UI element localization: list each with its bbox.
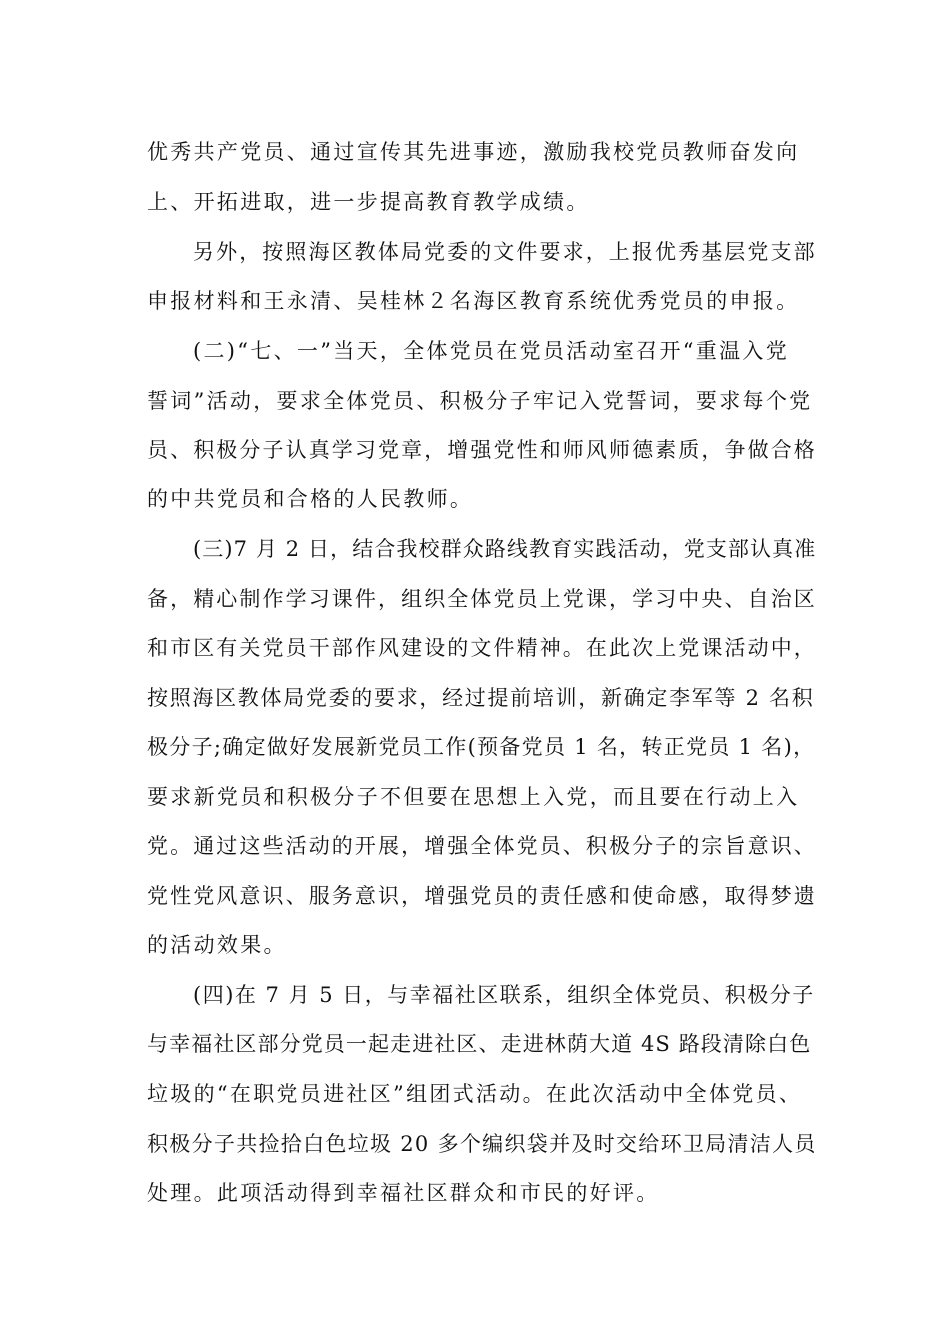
text-line: 处理。此项活动得到幸福社区群众和市民的好评。 (147, 1181, 660, 1205)
text-line: 党性党风意识、服务意识，增强党员的责任感和使命感，取得梦遗 (147, 884, 817, 908)
text-line: 备，精心制作学习课件，组织全体党员上党课，学习中央、自治区 (147, 587, 817, 611)
text-line: (四)在 7 月 5 日，与幸福社区联系，组织全体党员、积极分子 (193, 983, 815, 1007)
text-line: 申报材料和王永清、吴桂林２名海区教育系统优秀党员的申报。 (147, 289, 800, 313)
text-line: 极分子;确定做好发展新党员工作(预备党员 1 名，转正党员 1 名)， (147, 735, 816, 759)
text-line: 优秀共产党员、通过宣传其先进事迹，激励我校党员教师奋发向 (147, 140, 800, 164)
text-line: 垃圾的“在职党员进社区”组团式活动。在此次活动中全体党员、 (147, 1082, 803, 1106)
text-line: 党。通过这些活动的开展，增强全体党员、积极分子的宗旨意识、 (147, 834, 817, 858)
text-line: (三)7 月 2 日，结合我校群众路线教育实践活动，党支部认真准 (193, 537, 817, 561)
text-line: 的活动效果。 (147, 933, 287, 957)
text-line: 积极分子共捡拾白色垃圾 20 多个编织袋并及时交给环卫局清洁人员 (147, 1132, 817, 1156)
text-line: (二)“七、一”当天，全体党员在党员活动室召开“重温入党 (193, 339, 789, 363)
text-line: 和市区有关党员干部作风建设的文件精神。在此次上党课活动中， (147, 636, 817, 660)
text-line: 要求新党员和积极分子不但要在思想上入党，而且要在行动上入 (147, 785, 800, 809)
text-line: 上、开拓进取，进一步提高教育教学成绩。 (147, 190, 590, 214)
text-line: 按照海区教体局党委的要求，经过提前培训，新确定李军等 2 名积 (147, 686, 815, 710)
text-line: 员、积极分子认真学习党章，增强党性和师风师德素质，争做合格 (147, 438, 817, 462)
text-line: 誓词”活动，要求全体党员、积极分子牢记入党誓词，要求每个党 (147, 389, 813, 413)
text-line: 另外，按照海区教体局党委的文件要求，上报优秀基层党支部 (193, 240, 817, 264)
text-line: 与幸福社区部分党员一起走进社区、走进林荫大道 4S 路段清除白色 (147, 1032, 812, 1056)
text-line: 的中共党员和合格的人民教师。 (147, 487, 474, 511)
